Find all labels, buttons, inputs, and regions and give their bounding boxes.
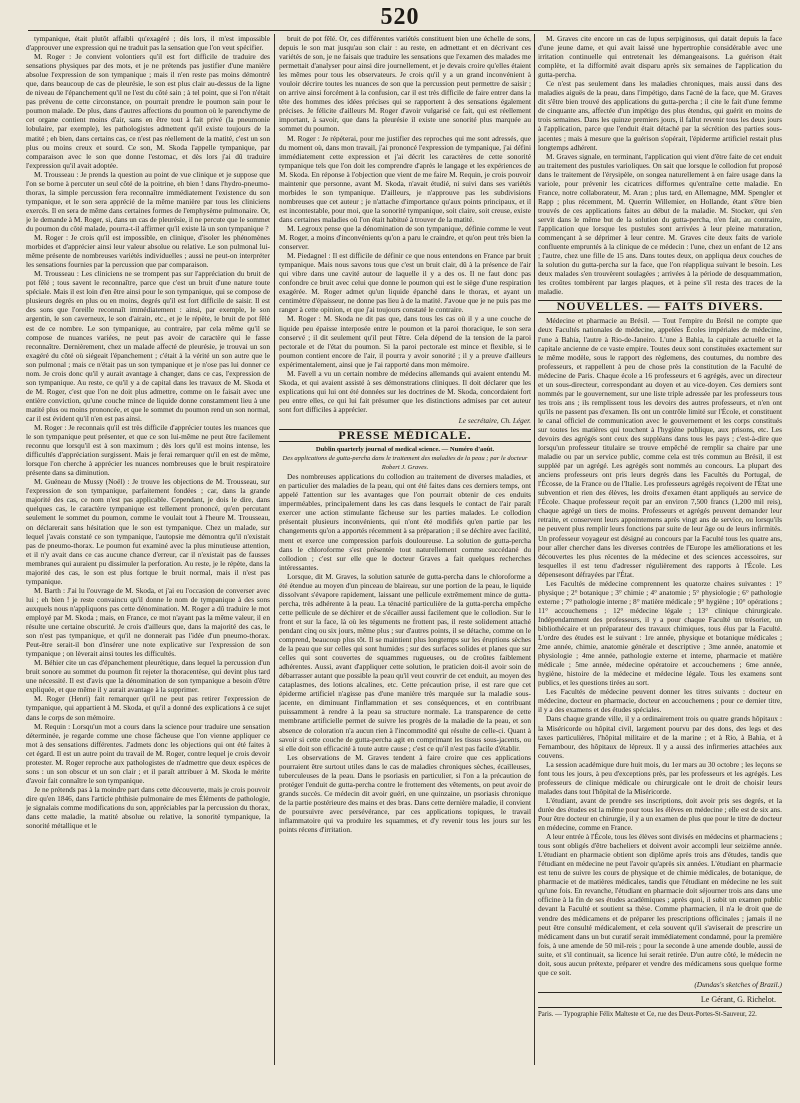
paragraph: Des nombreuses applications du collodion au traitement de diverses maladies, et en particulier des maladies de la peau, qui ont été faites dans ces derniers temps, ont appelé l'attention sur les avantages que l'on pourrait obtenir de ces enduits imperméables, principalement dans les cas dans lesquels le contact de l'air paraît exercer une action stimulante fâcheuse sur les parties malades. Le collodion présentait plusieurs inconvénients, qui n'ont été modifiés qu'en partie par les changements qu'on a apportés récemment à sa préparation ; il se déchire avec facilité, ment et exerce une compression parfois douloureuse. La solution de gutta-percha dans le chloroforme s'est présentée tout naturellement comme succédané du collodion ; c'est sur elle que le docteur Graves a fait quelques recherches intéressantes. xyxy=(279,472,531,572)
paragraph: M. Barth : J'ai lu l'ouvrage de M. Skoda, et j'ai eu l'occasion de converser avec lui ; eh bien ! je reste convaincu qu'il donne le nom de tympanique à des sons auxquels nous n'appliquons pas cette dénomination. M. Roger a dû traduire le mot employé par M. Skoda ; mais, en France, ce mot n'ayant pas la même valeur, il en résulte une certaine obscurité. Je crois d'ailleurs que, dans la majorité des cas, le son n'est pas tympanique, et qu'il ne donnerait pas l'idée d'un pneumo-thorax. Peut-être serait-il bon d'insérer une note explicative sur l'expression de son tympanique ; on lèverait ainsi toutes les difficultés. xyxy=(26,585,270,659)
paragraph: La session académique dure huit mois, du 1er mars au 30 octobre ; les leçons se font tous les jours, à peu d'exceptions près, par les professeurs et les agrégés. Les professeurs de clinique médicale ou chirurgicale ont le droit de choisir leurs malades dans tout l'hôpital de la Miséricorde. xyxy=(538,759,782,796)
paragraph: Médecine et pharmacie au Brésil. — Tout l'empire du Brésil ne compte que deux Facultés nationales de médecine, appelées Écoles impériales de médecine, l'une à Bahia, l'autre à Rio-de-Janeiro. L'une à Bahia, la capitale actuelle et la capitale ancienne de ce vaste empire. Toutes deux sont constituées exactement sur le même modèle, sous le rapport des règlemens, des coutumes, du nombre des professeurs, et rappellent à peu de chose près la constitution de la Faculté de médecine de Paris. Chaque école a 16 professeurs et 6 agrégés, avec un directeur et un sous-directeur, correspondant au doyen et au vice-doyen. Ces derniers sont nommés par le gouvernement, sur une liste triple adressée par les professeurs tous les trois ans ; ils remplissent tous les devoirs des autres professeurs, et n'en ont qu'ils ne passent pas d'examen. Ils ont un contrôle limité sur l'École, et constituent le canal officiel de communication avec le gouvernement et les corps constitués sur toutes les matières qui touchent à l'hygiène publique, aux prisons, etc. Les devoirs des agrégés sont ceux des suppléans dans tous les pays ; c'est-à-dire que lorsqu'un professeur titulaire se trouve empêché de remplir sa chaire par une maladie ou par un service public, comme cela est très commun au Brésil, il est suppléé par un agrégé. Les agrégés sont nommés au concours. La plupart des anciens professeurs ont pris leurs degrés dans les Facultés du Portugal, de l'Écosse, de la France ou de l'Italie. Les professeurs agrégés reçoivent de l'État une subvention et rien des élèves, les droits d'examen étant appliqués au service de l'École. Chaque professeur reçoit par an environ 7,500 francs (1,200 mil reis), chaque agrégé un tiers de moins. Professeurs et agrégés peuvent demander leur retraite, et conservent leurs appointemens après vingt ans de service, ou lorsqu'ils ne peuvent plus remplir leurs fonctions par suite de leur âge ou de leurs infirmités. Un professeur voyageur est désigné au concours par la Faculté tous les quatre ans, pour aller chercher dans les diverses contrées de l'Europe les améliorations et les découvertes les plus récentes de la médecine et des sciences accessoires, sur lesquelles il est tenu d'adresser régulièrement des rapports à l'École. Les dépensesont défrayées par l'État. xyxy=(538,316,782,579)
footer-rule xyxy=(538,1007,782,1008)
paragraph: M. Roger : M. Skoda ne dit pas que, dans tous les cas où il y a une couche de liquide peu épaisse interposée entre le poumon et la paroi thoracique, le son sera conservé ; il dit seulement qu'il peut l'être. Cela dépend de la tension de la paroi pectorale et de l'état du poumon. Si la paroi pectorale est mince et flexible, si le poumon contient encore de l'air, il pourra y avoir sonorité ; il y a preuve d'ailleurs expérimentalement, ainsi que je l'ai rapporté dans mon mémoire. xyxy=(279,314,531,369)
column-divider xyxy=(534,34,535,1065)
paragraph: L'étudiant, avant de prendre ses inscriptions, doit avoir pris ses degrés, et la durée des études est la même pour tous les élèves en médecine ; elle est de six ans. Pour être docteur en chirurgie, il y a un examen de plus que pour le titre de docteur en médecine, comme en France. xyxy=(538,795,782,833)
paragraph: Les Facultés de médecine comprennent les quatorze chaires suivantes : 1° physique ; 2° botanique ; 3° chimie ; 4° anatomie ; 5° physiologie ; 6° pathologie externe ; 7° pathologie interne ; 8° matière médicale ; 9° hygiène ; 10° opérations ; 11° accouchemens ; 12° médecine légale ; 13° clinique chirurgicale. Indépendamment des professeurs, il y a pour chaque Faculté un trésorier, un bibliothécaire et un préparateur des travaux chimiques, tous élus par la Faculté. L'ordre des études est le suivant : 1re année, physique et botanique médicales ; 2me année, chimie, anatomie générale et descriptive ; 3me année, anatomie et physiologie ; 4me année, pathologie externe et interne, pharmacie et matière médicale ; 5me année, médecine opératoire et accouchemens ; 6me année, hygiène, histoire de la médecine et médecine légale. Tous les examens sont publics, et les questions tirées au sort. xyxy=(538,578,782,688)
paragraph: M. Béhier cite un cas d'épanchement pleurétique, dans lequel la percussion d'un bruit sonore au sommet du poumon fit rejeter la thoracentèse, qui devint plus tard une nécessité. Il est d'avis que la dénomination de son tympanique a besoin d'être expliquée, et que même il y aurait avantage à la supprimer. xyxy=(26,658,270,695)
paragraph: Les observations de M. Graves tendent à faire croire que ces applications pourraient être surtout utiles dans le cas de maladies chroniques sèches, écailleuses, tuberculeuses de la peau. Dans le psoriasis en particulier, si l'on a la précaution de protéger l'enduit de gutta-percha contre le frottement des vêtements, on peut avoir de grands succès. Ce médecin dit avoir guéri, en une quinzaine, un psoriasis chronique de la partie postérieure des mains et des bras. Dans cette dernière maladie, il convient de poursuivre avec persévérance, par ces applications topiques, le travail inflammatoire qui va produire les squammes, et d'y revenir tous les jours sur les points récens d'irritation. xyxy=(279,752,531,835)
paragraph: M. Trousseau : Je prends la question au point de vue clinique et je suppose que l'on se borne à percuter un seul côté de la poitrine, eh bien ! dans l'hydro-pneumo-thorax, la simple percussion fera reconnaître immédiatement l'existence du son tympanique, et le son sera apprécié de la même manière par tous les cliniciens exercés. Il en sera de même dans certaines formes de l'emphysème pulmonaire. Or, je le demande à M. Roger, si, dans un cas de pleurésie, il ne percute que le sommet du poumon du côté malade, pourra-t-il affirmer qu'il existe là un son tympanique ? xyxy=(26,169,270,233)
paragraph: M. Roger : Je convient volontiers qu'il est fort difficile de traduire des sensations physiques par des mots, et je ne prétends pas justifier d'une manière absolue l'expression de son tympanique ; mais il n'en reste pas moins démontré que, dans beaucoup de cas de pleurésie, le son est plus clair au-dessus de la ligne de niveau de l'épanchement qu'il ne l'est du côté sain ; à tel point, que si l'on n'était pas prévenu de cette circonstance, on pourrait prendre le poumon sain pour le poumon malade. De plus, dans d'autres affections du poumon où le parenchyme de cet organe contient moins d'air, sans en être tout à fait privé (la pneumonie lobulaire, par exemple), les pathologistes admettent qu'il existe toujours de la matité ; eh bien, dans certains cas, ce n'est pas réellement de la matité, c'est un son plus ou moins creux et sourd. Ce son, M. Skoda l'appelle tympanique, par comparaison avec le son que donne l'estomac, et dès lors j'ai dû traduire l'expression qu'il avait adoptée. xyxy=(26,52,270,170)
gerant-line: Le Gérant, G. Richelot. xyxy=(700,994,776,1004)
paragraph: M. Trousseau : Les cliniciens ne se trompent pas sur l'appréciation du bruit de pot fêlé ; tous savent le reconnaître, parce que c'est un bruit d'une nature toute spéciale. Mais il est loin d'en être ainsi pour le son tympanique, qui se compose de plusieurs degrés en plus ou en moins, degrés qu'il est fort difficile de saisir. Il est des sons que l'oreille reconnaît immédiatement : ainsi, par exemple, le son argentin, le son caverneux, le son d'airain, etc., et je le répète, le bruit de pot fêlé est de ce nombre. Le son tympanique, au contraire, par cela même qu'il se compose de nuances variées, ne peut pas avoir de caractère qui le fasse reconnaître. Dernièrement, chez un malade affecté de pleurésie, je trouvai un son exagéré du côté où siégeait l'épanchement ; c'était à la vérité un son autre que le son pulmonal ; mais ce n'était pas un son tympanique et je n'ose pas lui donner ce nom. Je crois donc qu'il y aurait avantage à changer, dans ce cas, l'expression de son tympanique. Au reste, ce qu'il y a de capital dans les travaux de M. Skoda et de M. Roger, c'est que l'on ne doit plus admettre, comme on le faisait avec une entière conviction, qu'une couche mince de liquide donne constamment lieu à une matité plus ou moins prononcée, et que le sommet du poumon rend un son normal, car il est évident qu'il n'en est pas ainsi. xyxy=(26,269,270,423)
paragraph: bruit de pot fêlé. Or, ces différentes variétés constituent bien une échelle de sons, depuis le son mat jusqu'au son clair : au reste, en admettant et en décrivant ces variétés de son, je ne faisais que traduire les sensations que l'examen des malades me permettait d'analyser pour ainsi dire journellement, et je devais croire qu'elles étaient les mêmes pour tous les observateurs. Je crois qu'il y a un grand inconvénient à vouloir décrire toutes les nuances de son que la percussion peut permettre de saisir ; on arrive ainsi forcément à la confusion, car il est très difficile de faire entrer dans la tête des hommes des idées précises qui se rapportent à des sensations également précises. Je félicite d'ailleurs M. Roger d'avoir vulgarisé ce fait, qui est réellement important, à savoir, que dans la pleurésie il existe une sonorité plus marquée au sommet du poumon. xyxy=(279,34,531,134)
source-credit: (Dundas's sketches of Brazil.) xyxy=(694,979,782,989)
paragraph: M. Requin : Lorsqu'un mot a cours dans la science pour traduire une sensation déterminée, je regarde comme une chose fâcheuse que l'on vienne appliquer ce mot à des sensations différentes. J'admets donc les objections qui ont été faites à cet égard. Il est un autre point du travail de M. Roger, contre lequel je crois devoir protester. M. Roger reproche aux pathologistes de n'admettre que deux espèces de sons : un son obscur et un son clair ; et il paraît attribuer à M. Skoda le mérite d'avoir fait connaître le son tympanique. xyxy=(26,721,270,785)
column-1 xyxy=(26,34,270,1065)
paragraph: M. Roger : Je répéterai, pour me justifier des reproches qui me sont adressés, que du moment où, dans mon travail, j'ai prononcé l'expression de tympanique, j'ai défini immédiatement cette expression et j'ai décrit les caractères de cette sonorité tympanique tels que l'on doit les comprendre d'après le langage et les expériences de M. Skoda. En réponse à l'objection que vient de me faire M. Requin, je crois pouvoir maintenir que personne, avant M. Skoda, n'avait étudié, ni suivi dans ses variétés morbides le son tympanique. D'ailleurs, je n'approuve pas les subdivisions nombreuses que cet auteur ; je n'attache d'importance qu'aux points principaux, et il est incontestable, pour moi, que la sonorité tympanique, soit claire, soit creuse, existe dans certaines maladies où l'on était habitué à trouver de la matité. xyxy=(279,133,531,224)
column-2 xyxy=(279,34,531,1065)
paragraph: M. Legroux pense que la dénomination de son tympanique, définie comme le veut M. Roger, a moins d'inconvénients qu'on a paru le craindre, et qu'on peut très bien la conserver. xyxy=(279,223,531,252)
paragraph: M. Roger : Je reconnais qu'il est très difficile d'apprécier toutes les nuances que le son tympanique peut présenter, et que ce son lui-même ne peut être facilement reconnu que lorsqu'il est à son maximum ; dès lors qu'il est moins intense, les difficultés d'appréciation surgissent. Mais je ferai remarquer qu'il en est de même, lorsque l'on cherche à apprécier les nuances nombreuses que le bruit respiratoire présente dans sa diminution. xyxy=(26,423,270,478)
column-3 xyxy=(538,34,782,1065)
header-rule xyxy=(28,30,772,31)
paragraph: A leur entrée à l'École, tous les élèves sont divisés en médecins et pharmaciens ; tous sont obligés d'être bacheliers et doivent avoir accompli leur seizième année. L'étudiant en pharmacie obtient son diplôme après trois ans d'études, tandis que l'étudiant en médecine ne peut l'avoir qu'après six années. L'étudiant en pharmacie est tenu de suivre les cours de physique et de chimie médicales, de botanique, de pharmacie et de matières médicales, tandis que l'étudiant en médecine ne les suit qu'une fois. En revanche, l'étudiant en pharmacie doit séjourner trois ans dans une officine à la fin de ses études académiques ; après quoi, il subit un examen public devant la Faculté et soutient sa thèse. Comme pharmacien, il n'a le droit que de vendre des médicamens et de préparer les prescriptions officinales ; jamais il ne peut être consulté médicalement, et cela souvent qu'il s'aviserait de prescrire un médicament dans un but curatif serait immédiatement condamné, pour la première fois, à une amende de 50 mil-reis ; pour la seconde à une amende double, aussi de suite, et s'il continuait, sa licence lui serait retirée. D'un autre côté, le médecin ne doit, sous aucun prétexte, préparer et vendre des médicamens sous quelque forme que ce soit. xyxy=(538,832,782,977)
footer-rule xyxy=(538,992,782,993)
section-title-nouvelles: NOUVELLES. — FAITS DIVERS. xyxy=(538,300,782,313)
paragraph: M. Guéneau de Mussy (Noël) : Je trouve les objections de M. Trousseau, sur l'expression de son tympanique, parfaitement fondées ; car, dans la grande majorité des cas, ce nom n'est pas applicable. Cependant, je dois le dire, dans quelques cas, le caractère tympanique est tellement prononcé, qu'en percutant seulement le sommet du poumon, comme le voulait tout à l'heure M. Trousseau, on déclarerait sans hésitation que le son est tympanique. Chez un malade, sur lequel j'avais constaté ce son tympanique, l'autopsie me démontra qu'il n'existait pas de pneumo-thorax. Le poumon fut examiné avec la plus minutieuse attention, et il n'y avait dans ce cas aucune chance d'erreur, car il n'existait pas de fausses membranes qui auraient pu dissimuler la perforation. Au reste, je le répète, dans la majorité des cas, le son est plus fortque le bruit normal, mais il n'est pas tympanique. xyxy=(26,477,270,586)
paragraph: tympanique, était plutôt affaibli qu'exagéré ; dès lors, il m'est impossible d'approuver une expression qui ne traduit pas la sensation que l'on veut spécifier. xyxy=(26,34,270,53)
printer-line: Paris. — Typographie Félix Malteste et Ce, rue des Deux-Portes-St-Sauveur, 22. xyxy=(538,1010,757,1018)
journal-subhead: Dublin quarterly journal of medical science. — Numéro d'août. xyxy=(315,446,495,454)
paragraph: M. Roger : Je crois qu'il est impossible, en clinique, d'isoler les phénomènes morbides et d'apprécier ainsi leur valeur absolue ou relative. Le son pulmonal lui-même présente de nombreuses variétés individuelles ; aussi ne peut-on interpréter les sensations fournies par la percussion que par comparaison. xyxy=(26,233,270,270)
paragraph: Ce n'est pas seulement dans les maladies chroniques, mais aussi dans des maladies aiguës de la peau, dans l'impétigo, dans l'acné de la face, que M. Graves dit s'être bien trouvé des applications du gutta-percha ; il cite le fait d'une femme de cinquante ans, affectée d'un impétigo des plus étendus, qui guérit en moins de trois semaines. Dans les quinze premiers jours, il fallut revenir tous les deux jours à l'application, parce que l'enduit était détaché par la sécrétion des parties sous-jacentes ; mais à mesure que la guérison s'opérait, l'épiderme artificiel restait plus longtemps adhérent. xyxy=(538,79,782,152)
column-divider xyxy=(274,34,275,1065)
article-title: Des applications de gutta-percha dans le traitement des maladies de la peau ; par le docteur Robert J. Graves. xyxy=(282,455,528,472)
paragraph: Dans chaque grande ville, il y a ordinairement trois ou quatre grands hôpitaux : la Miséricorde ou hôpital civil, largement pourvu par des dons, des legs et des taxes particulières, l'hôpital militaire et de la marine ; et à Rio, à Bahia, et à Fernambour, des hôpitaux de lépreux. Il y a aussi des infirmeries attachées aux couvens. xyxy=(538,714,782,760)
paragraph: Je ne prétends pas à la moindre part dans cette découverte, mais je crois pouvoir dire qu'en 1846, dans l'article phthisie pulmonaire de mes Éléments de pathologie, je signalais comme modifications du son, appréciables par la percussion du thorax, dans cette maladie, la matité absolue ou relative, la sonorité tympanique, la sonorité métallique et le xyxy=(26,784,270,831)
paragraph: M. Graves signale, en terminant, l'application qui vient d'être faite de cet enduit au traitement des pustules varioliques. On sait que lorsque le collodion fut proposé dans le traitement de l'érysipèle, on songea naturellement à en faire usage dans la variole, pour prévenir les cicatrices difformes qu'entraîne cette maladie. En France, notre collaborateur, M. Aran ; plus tard, en Allemagne, MM. Spengler et Rapp ; plus récemment, M. Querrin Willemier, en Hollande, étant s'être bien trouvés de ces applications faites au début de la maladie. M. Stocker, qui s'en servit dans le même but de la solution du gutta-percha, n'en fait, au contraire, l'application que lorsque les pustules sont arrivées à leur pleine maturation, commençant à se déprimer à leur centre. M. Graves cite deux faits de variole confluente empruntés à la clinique de ce médecin : l'une, chez un enfant de 12 ans ; l'autre, chez une fille de 15 ans. Dans toutes deux, on appliqua deux couches de la solution du gutta-percha sur la face, que l'on réappliqua suivant le besoin. Les deux malades s'en trouvèrent soulagées ; arrivées à la période de desquammation, les croûtes tombèrent par larges plaques, et à peine s'il resta des traces de la maladie. xyxy=(538,151,782,297)
page-number: 520 xyxy=(380,4,420,30)
paragraph: M. Roger (Henri) fait remarquer qu'il ne peut pas retirer l'expression de tympanique, qui appartient à M. Skoda, et qu'il a donné des explications à ce sujet dans le corps de son mémoire. xyxy=(26,694,270,722)
paragraph: M. Piedagnel : Il est difficile de définir ce que nous entendons en France par bruit tympanique. Mais nous savons tous que c'est un bruit clair, dû à la présence de l'air qui vibre dans une cavité autour de laquelle il y a des os. Il ne faut donc pas confondre ce bruit avec celui que donne le poumon qui est le siège d'une respiration exagérée. M. Roger admet qu'un liquide épanché dans le thorax, et ayant un centimètre d'épaisseur, ne donne pas lieu à de la matité. J'avoue que je ne puis pas me ranger à cette opinion, et que j'ai toujours constaté le contraire. xyxy=(279,251,531,315)
paragraph: Lorsque, dit M. Graves, la solution saturée de gutta-percha dans le chloroforme a été étendue au moyen d'un pinceau de blaireau, sur une portion de la peau, le liquide dissolvant s'évapore rapidement, laissant une pellicule extrêmement mince de gutta-percha, très adhérente à la peau. La ténacité particulière de la gutta-percha empêche cette pellicule de se déchirer et de s'écailler aussi facilement que le collodion. Sur le front et sur la face, là où les téguments ne frottent pas, il reste solidement attaché pendant cinq ou six jours, même plus ; sur d'autres points, il se détache, comme on le comprend, beaucoup plus tôt. Il se maintient plus longtemps sur les éruptions sèches de la peau que sur celles qui sont humides ; sur des surfaces solides et planes que sur celles qui sont couvertes de squammes rugueuses, ou de croûtes faiblement adhérentes. Aussi, avant d'appliquer cette solution, le praticien doit-il avoir soin de débarrasser autant que possible la peau qu'il veut couvrir de cet enduit, au moyen des cataplasmes, des lotions alcalines, etc. Cette précaution prise, il est rare que cet épiderme artificiel n'agisse pas d'une manière très marquée sur la maladie sous-jacente, en diminuant l'inflammation et ses conséquences, et en contribuant puissamment à rendre à la peau sa structure normale. La transparence de cette membrane artificielle permet de suivre les progrès de la maladie de la peau, et son absence de coloration n'a aucun rien à l'incommodité qui résulte de celle-ci. Quant à savoir si cette couche de gutta-percha agit en comprimant les tissus sous-jacents, ou si elle doit son efficacité à toute autre cause ; c'est ce qu'il n'est pas facile d'établir. xyxy=(279,571,531,753)
paragraph: Les Facultés de médecine peuvent donner les titres suivants : docteur en médecine, docteur en pharmacie, docteur en accouchemens ; pour ce dernier titre, il y a des examens et des études spéciales. xyxy=(538,687,782,715)
secretary-signature: Le secrétaire, Ch. Léger. xyxy=(458,415,531,425)
paragraph: M. Graves cite encore un cas de lupus serpiginosus, qui datait depuis la face d'une jeune dame, et qui avait laissé une hypertrophie considérable avec une irritation continuelle qui entretenait les démangeaisons. La guérison était complète, et la difformité avait disparu après six semaines de l'application du gutta-percha. xyxy=(538,34,782,80)
section-title-presse: PRESSE MÉDICALE. xyxy=(279,429,531,442)
paragraph: M. Favell a vu un certain nombre de médecins allemands qui avaient entendu M. Skoda, et qui avaient assisté à ses démonstrations cliniques. Il doit déclarer que les explications qui lui ont été données sur les doctrines de M. Skoda, concordaient fort peu entre elles, ce qui lui fait présumer que les distinctions admises par cet auteur sont fort difficiles à apprécier. xyxy=(279,368,531,414)
